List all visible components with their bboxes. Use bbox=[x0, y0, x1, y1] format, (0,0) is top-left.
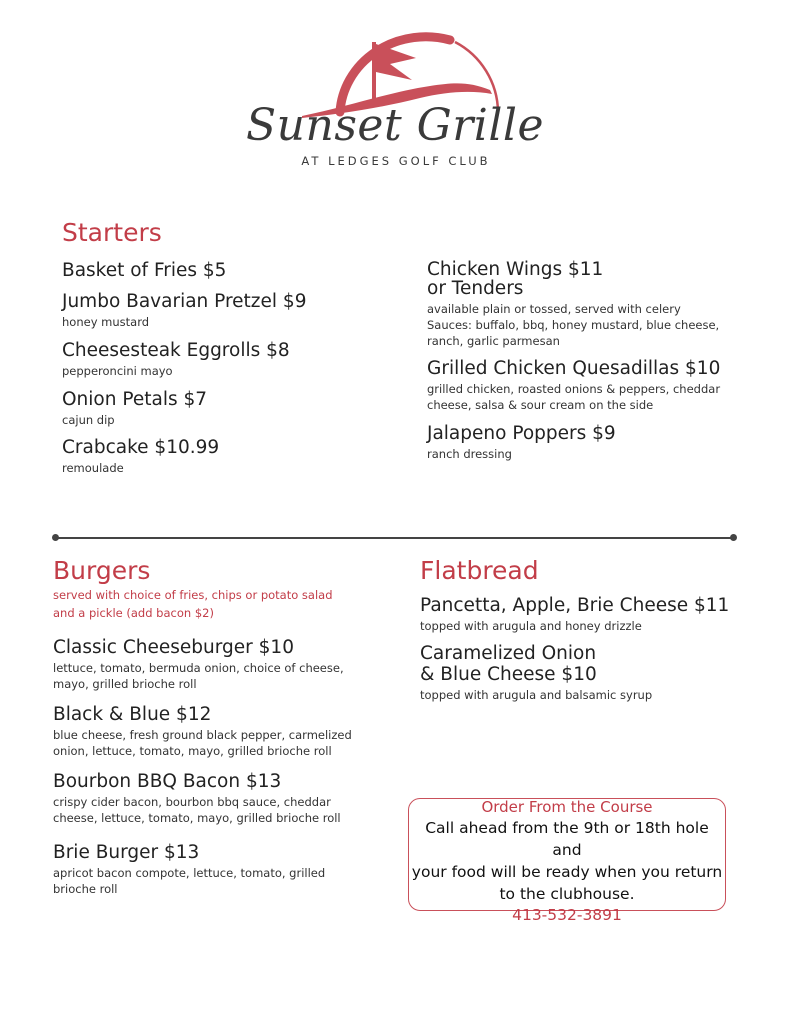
menu-item bbox=[62, 291, 392, 330]
item-desc: available plain or tossed, served with celery bbox=[427, 302, 681, 316]
menu-item bbox=[62, 340, 392, 379]
item-name: Caramelized Onion bbox=[420, 643, 597, 664]
menu-item bbox=[62, 437, 392, 476]
starters-title: Starters bbox=[62, 218, 162, 247]
burgers-title: Burgers bbox=[53, 556, 151, 585]
item-name: Grilled Chicken Quesadillas $10 bbox=[427, 358, 721, 379]
menu-item bbox=[62, 389, 392, 428]
menu-item bbox=[420, 643, 740, 703]
item-desc: remoulade bbox=[62, 461, 124, 475]
item-desc: grilled chicken, roasted onions & peppers, cheddar cheese, salsa & sour cream on the side bbox=[427, 382, 721, 412]
menu-item bbox=[427, 423, 737, 462]
item-desc: apricot bacon compote, lettuce, tomato, grilled brioche roll bbox=[53, 866, 326, 896]
menu-item bbox=[62, 260, 392, 281]
item-desc: honey mustard bbox=[62, 315, 150, 329]
item-desc: Sauces: buffalo, bbq, honey mustard, blue cheese, bbox=[427, 318, 720, 332]
menu-item bbox=[420, 595, 740, 634]
item-name: & Blue Cheese $10 bbox=[420, 664, 597, 685]
item-name: Chicken Wings $11 bbox=[427, 259, 604, 280]
item-name: Basket of Fries $5 bbox=[62, 260, 227, 281]
order-title: Order From the Course bbox=[481, 798, 653, 816]
item-name: Bourbon BBQ Bacon $13 bbox=[53, 771, 282, 792]
menu-item bbox=[427, 260, 737, 349]
menu-item bbox=[427, 358, 737, 413]
brand-name: Sunset Grille bbox=[246, 100, 545, 151]
item-desc: crispy cider bacon, bourbon bbq sauce, cheddar cheese, lettuce, tomato, mayo, grilled brioche roll bbox=[53, 795, 341, 825]
item-name: Classic Cheeseburger $10 bbox=[53, 637, 294, 658]
brand-subtitle: AT LEDGES GOLF CLUB bbox=[301, 154, 491, 168]
order-body-line: to the clubhouse. bbox=[499, 885, 635, 903]
item-desc: cajun dip bbox=[62, 413, 115, 427]
menu-item bbox=[53, 637, 363, 692]
item-name: Onion Petals $7 bbox=[62, 389, 208, 410]
menu-item bbox=[53, 842, 343, 897]
item-desc: topped with arugula and honey drizzle bbox=[420, 619, 642, 633]
item-name: Jalapeno Poppers $9 bbox=[427, 423, 616, 444]
item-name: Jumbo Bavarian Pretzel $9 bbox=[62, 291, 307, 312]
divider-dot-right bbox=[730, 534, 737, 541]
order-phone: 413-532-3891 bbox=[512, 906, 622, 924]
item-desc: ranch, garlic parmesan bbox=[427, 334, 560, 348]
item-desc: blue cheese, fresh ground black pepper, carmelized onion, lettuce, tomato, mayo, grilled brioche roll bbox=[53, 728, 352, 758]
flatbread-title: Flatbread bbox=[420, 556, 539, 585]
item-name: or Tenders bbox=[427, 278, 524, 299]
menu-item bbox=[53, 704, 363, 759]
section-divider bbox=[55, 537, 733, 539]
order-body-line: your food will be ready when you return bbox=[411, 863, 723, 881]
item-desc: lettuce, tomato, bermuda onion, choice of cheese, mayo, grilled brioche roll bbox=[53, 661, 344, 691]
divider-dot-left bbox=[52, 534, 59, 541]
item-name: Brie Burger $13 bbox=[53, 842, 200, 863]
menu-item bbox=[53, 771, 363, 826]
burgers-note: served with choice of fries, chips or potato salad and a pickle (add bacon $2) bbox=[53, 588, 333, 620]
item-desc: ranch dressing bbox=[427, 447, 512, 461]
item-desc: pepperoncini mayo bbox=[62, 364, 173, 378]
order-from-course-box bbox=[408, 798, 726, 924]
item-name: Cheesesteak Eggrolls $8 bbox=[62, 340, 290, 361]
order-body-line: Call ahead from the 9th or 18th hole and bbox=[425, 819, 709, 859]
item-name: Pancetta, Apple, Brie Cheese $11 bbox=[420, 595, 730, 616]
item-name: Black & Blue $12 bbox=[53, 704, 212, 725]
item-desc: topped with arugula and balsamic syrup bbox=[420, 688, 653, 702]
item-name: Crabcake $10.99 bbox=[62, 437, 220, 458]
